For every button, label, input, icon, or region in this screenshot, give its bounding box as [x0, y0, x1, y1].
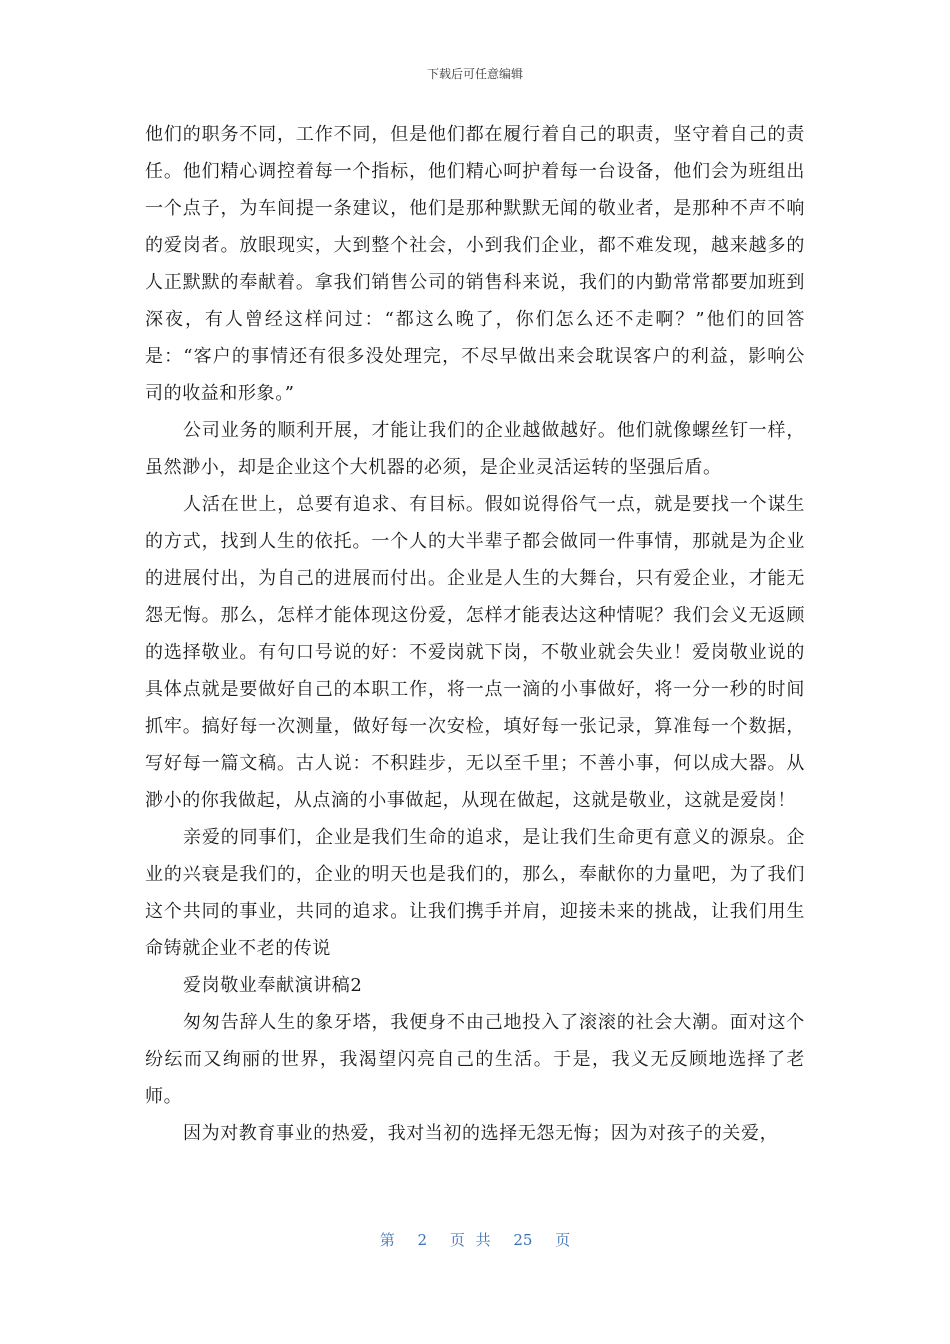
total-pages-number: 25	[513, 1231, 533, 1249]
of-word: 页 共	[449, 1231, 491, 1249]
paragraph: 匆匆告辞人生的象牙塔，我便身不由己地投入了滚滚的社会大潮。面对这个纷纭而又绚丽的世界，我渴望闪亮自己的生活。于是，我义无反顾地选择了老师。	[145, 1012, 805, 1107]
paragraph: 因为对教育事业的热爱，我对当初的选择无怨无悔；因为对孩子的关爱，	[183, 1123, 779, 1144]
page-word: 第	[379, 1231, 395, 1249]
paragraph: 人活在世上，总要有追求、有目标。假如说得俗气一点，就是要找一个谋生的方式，找到人生的依托。一个人的大半辈子都会做同一件事情，那就是为企业的进展付出，为自己的进展而付出。企业是人生的大舞台，只有爱企业，才能无怨无悔。那么，怎样才能体现这份爱，怎样才能表达这种情呢？我们会义无返顾的选择敬业。有句口号说的好：不爱岗就下岗，不敬业就会失业！爱岗敬业说的具体点就是要做好自己的本职工作，将一点一滴的小事做好，将一分一秒的时间抓牢。搞好每一次测量，做好每一次安检，填好每一张记录，算准每一个数据，写好每一篇文稿。古人说：不积跬步，无以至千里；不善小事，何以成大器。从渺小的你我做起，从点滴的小事做起，从现在做起，这就是敬业，这就是爱岗！	[145, 494, 805, 811]
paragraph: 他们的职务不同，工作不同，但是他们都在履行着自己的职责，坚守着自己的责任。他们精心调控着每一个指标，他们精心呵护着每一台设备，他们会为班组出一个点子，为车间提一条建议，他们是那种默默无闻的敬业者，是那种不声不响的爱岗者。放眼现实，大到整个社会，小到我们企业，都不难发现，越来越多的人正默默的奉献着。拿我们销售公司的销售科来说，我们的内勤常常都要加班到深夜，有人曾经这样问过：“都这么晚了，你们怎么还不走啊？”他们的回答是：“客户的事情还有很多没处理完，不尽早做出来会耽误客户的利益，影响公司的收益和形象。”	[145, 124, 805, 404]
section-heading: 爱岗敬业奉献演讲稿2	[183, 975, 363, 996]
paragraph: 公司业务的顺利开展，才能让我们的企业越做越好。他们就像螺丝钉一样，虽然渺小，却是企业这个大机器的必须，是企业灵活运转的坚强后盾。	[145, 420, 805, 478]
current-page-number: 2	[417, 1231, 428, 1249]
page-footer	[0, 1230, 950, 1250]
page-header: 下载后可任意编辑	[426, 67, 523, 81]
document-body	[145, 116, 805, 1152]
paragraph: 亲爱的同事们，企业是我们生命的追求，是让我们生命更有意义的源泉。企业的兴衰是我们的，企业的明天也是我们的，那么，奉献你的力量吧，为了我们这个共同的事业，共同的追求。让我们携手并肩，迎接未来的挑战，让我们用生命铸就企业不老的传说	[145, 827, 805, 959]
end-word: 页	[555, 1231, 571, 1249]
